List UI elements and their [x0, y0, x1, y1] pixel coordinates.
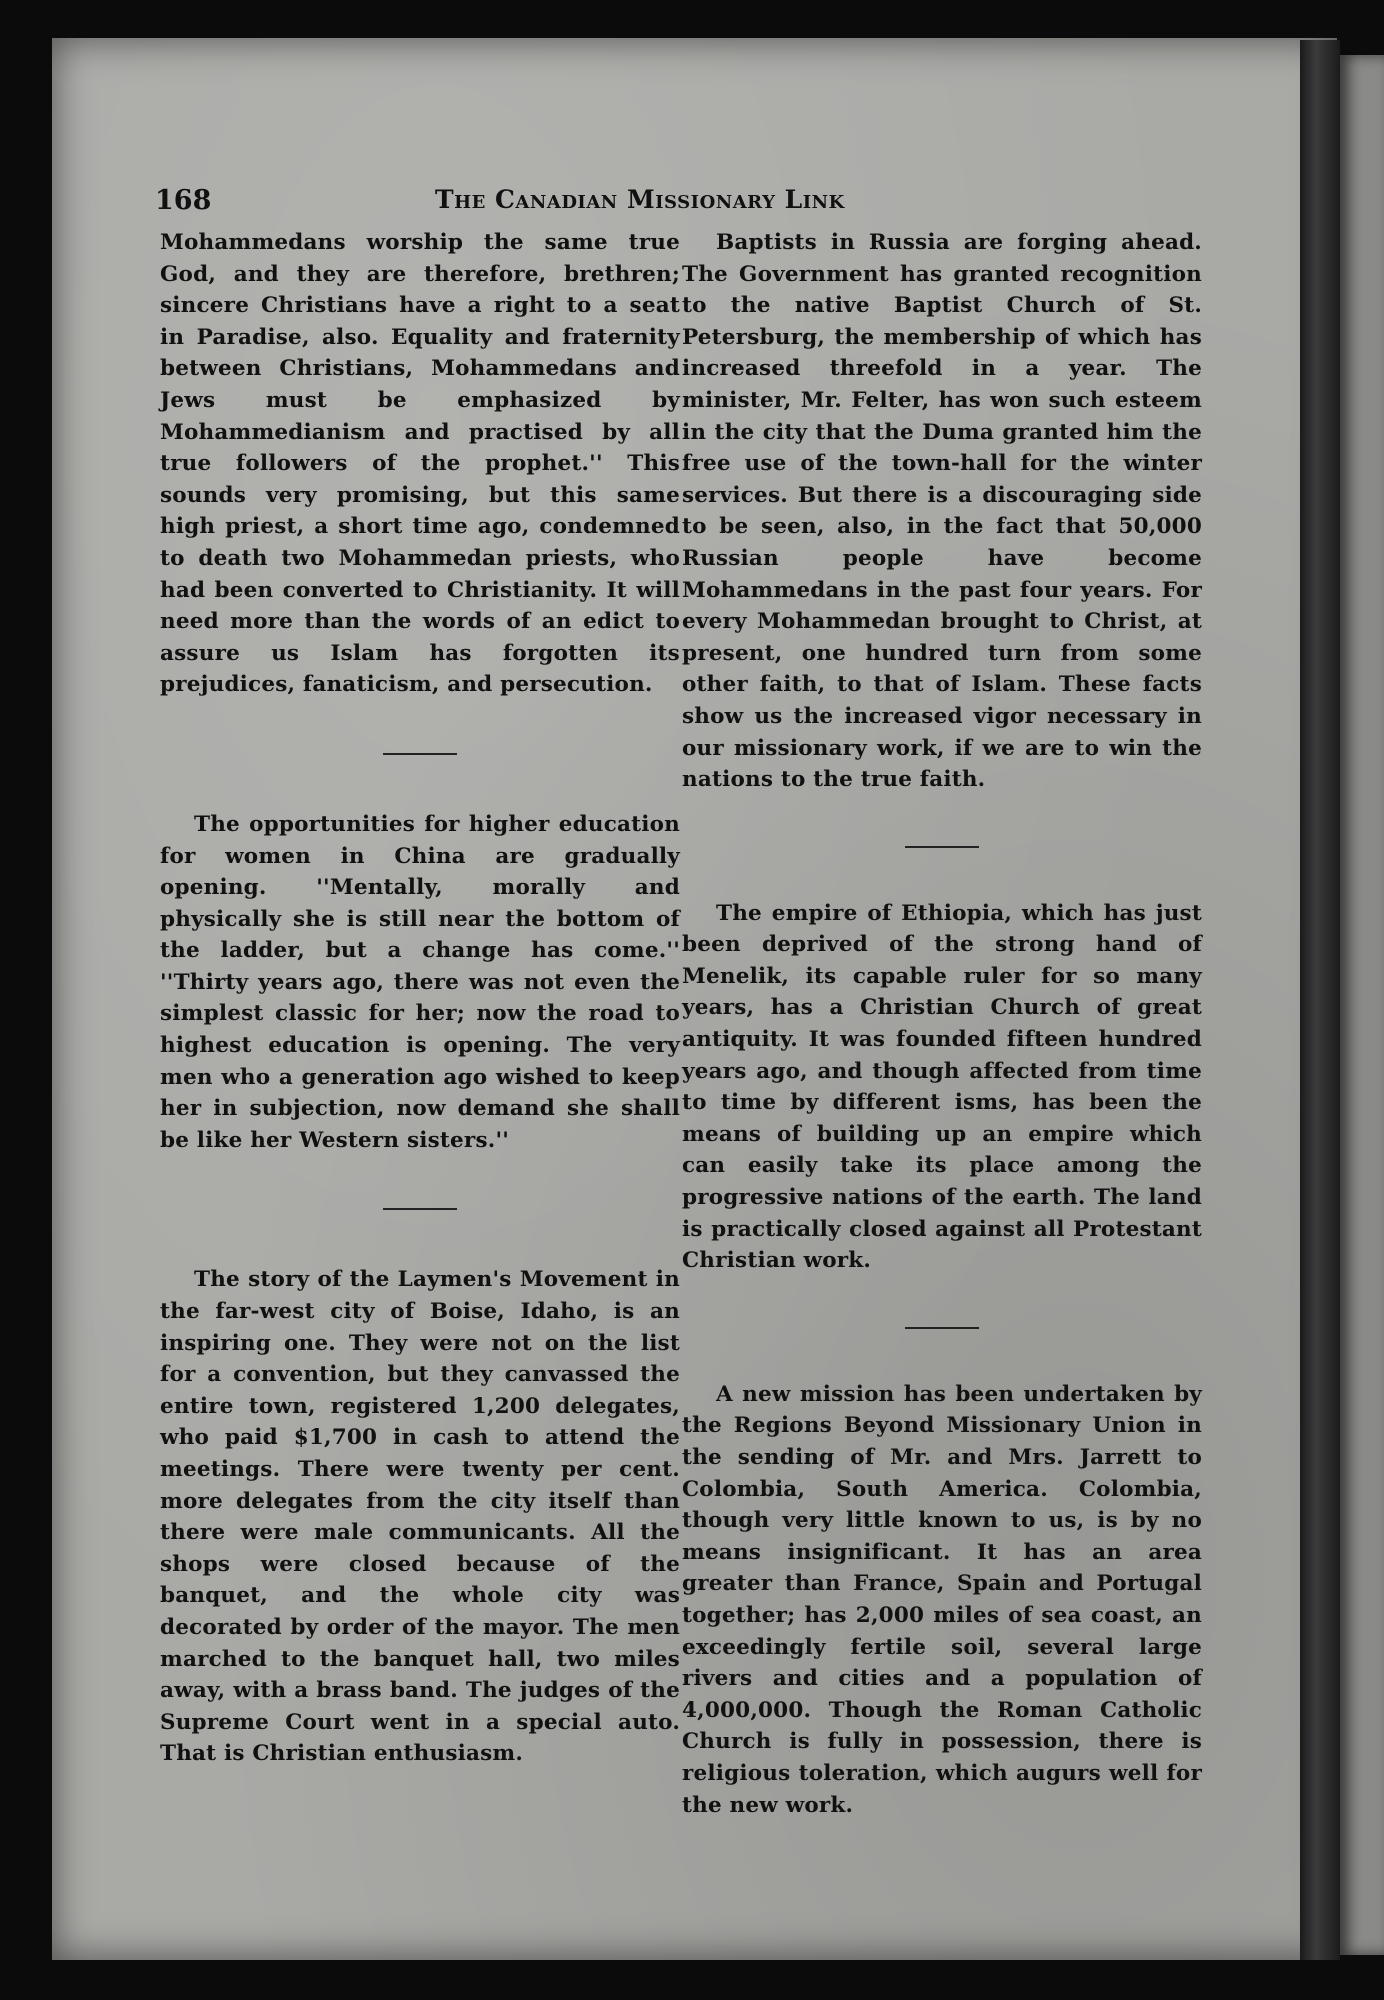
section-divider	[905, 846, 979, 848]
page-number: 168	[155, 185, 212, 216]
article-colombia-mission: A new mission has been undertaken by the Regions Beyond Missionary Union in the sending of Mr. and Mrs. Jarrett to Colombia, South America. Colombia, though very little known to us, is by no means insignificant. It has an area greater than France, Spain and Portugal together; has 2,000 miles of sea coast, an exceedingly fertile soil, several large rivers and cities and a population of 4,000,000. Though the Roman Catholic Church is fully in possession, there is religious toleration, which augurs well for the new work.	[682, 1381, 1202, 1818]
next-page-edge	[1340, 55, 1384, 1955]
article-china-education: The opportunities for higher education for women in China are gradually opening. ''Mentally, morally and physically she is still near the bottom of the ladder, but a change has come.'' ''Thirty years ago, there was not even the simplest classic for her; now the road to highest education is opening. The very men who a generation ago wished to keep her in subjection, now demand she shall be like her Western sisters.''	[160, 811, 680, 1153]
article-islam-edict: Mohammedans worship the same true God, and they are therefore, brethren; sincere Christians have a right to a seat in Paradise, also. Equality and fraternity between Christians, Mohammedans and Jews must be emphasized by Mohammedianism and practised by all true followers of the prophet.'' This sounds very promising, but this same high priest, a short time ago, condemned to death two Mohammedan priests, who had been converted to Christianity. It will need more than the words of an edict to assure us Islam has forgotten its prejudices, fanaticism, and persecution.	[160, 230, 680, 698]
running-title: The Canadian Missionary Link	[435, 185, 845, 214]
section-divider	[383, 753, 457, 755]
article-boise-laymen: The story of the Laymen's Movement in the far-west city of Boise, Idaho, is an inspiring one. They were not on the list for a convention, but they canvassed the entire town, registered 1,200 delegates, who paid $1,700 in cash to attend the meetings. There were twenty per cent. more delegates from the city itself than there were male communicants. All the shops were closed because of the banquet, and the whole city was decorated by order of the mayor. The men marched to the banquet hall, two miles away, with a brass band. The judges of the Supreme Court went in a special auto. That is Christian enthusiasm.	[160, 1267, 680, 1767]
page-gutter	[1300, 40, 1340, 1960]
page-header	[155, 185, 895, 219]
section-divider	[383, 1208, 457, 1210]
left-column	[160, 227, 680, 1770]
right-column	[682, 227, 1202, 1821]
article-ethiopia: The empire of Ethiopia, which has just been deprived of the strong hand of Menelik, its capable ruler for so many years, has a Christian Church of great antiquity. It was founded fifteen hundred years ago, and though affected from time to time by different isms, has been the means of building up an empire which can easily take its place among the progressive nations of the earth. The land is practically closed against all Protestant Christian work.	[682, 900, 1202, 1274]
article-russia-baptists: Baptists in Russia are forging ahead. The Government has granted recognition to the native Baptist Church of St. Petersburg, the membership of which has increased threefold in a year. The minister, Mr. Felter, has won such esteem in the city that the Duma granted him the free use of the town-hall for the winter services. But there is a discouraging side to be seen, also, in the fact that 50,000 Russian people have become Mohammedans in the past four years. For every Mohammedan brought to Christ, at present, one hundred turn from some other faith, to that of Islam. These facts show us the increased vigor necessary in our missionary work, if we are to win the nations to the true faith.	[682, 230, 1202, 793]
section-divider	[905, 1327, 979, 1329]
